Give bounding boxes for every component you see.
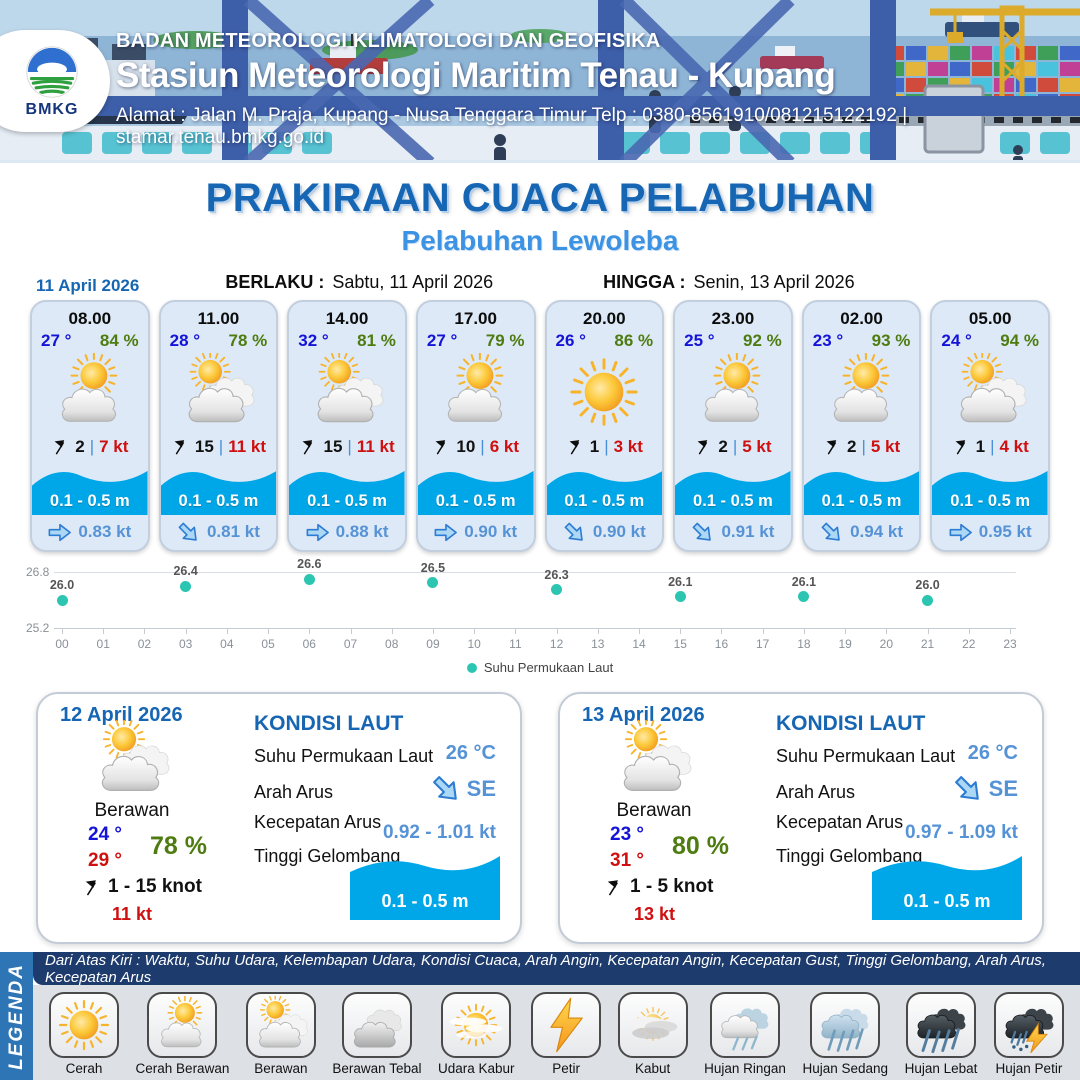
wind-flag-icon — [51, 437, 70, 456]
berawan-icon — [252, 996, 310, 1054]
card-time: 08.00 — [68, 309, 112, 328]
day-condition: Berawan — [94, 800, 170, 821]
bmkg-logo-icon — [24, 44, 80, 100]
port-name: Pelabuhan Lewoleba — [401, 225, 679, 256]
station-address: Alamat : Jalan M. Praja, Kupang - Nusa Tenggara Timur Telp : 0380-8561910/081215122192 | stamar.tenau.bmkg.go.id — [116, 105, 908, 148]
day-temp-max: 29 ° — [88, 850, 123, 871]
sst-data-point — [675, 591, 686, 602]
forecast-card — [30, 300, 150, 552]
day-wind: 1 - 15 knot — [82, 876, 202, 898]
card-temp: 28 ° — [169, 331, 201, 350]
udara-kabur-icon — [447, 996, 505, 1054]
wind-flag-icon — [299, 437, 318, 456]
sst-label: Suhu Permukaan Laut — [776, 746, 956, 766]
weather-icon — [308, 353, 386, 431]
card-current: 0.91 kt — [675, 515, 791, 550]
card-time: 05.00 — [968, 309, 1012, 328]
card-wind: 10 | 6 kt — [418, 432, 534, 461]
validity-row — [0, 272, 1080, 293]
wave-height-label: Tinggi Gelombang — [254, 846, 401, 866]
forecast-date: 11 April 2026 — [36, 276, 140, 295]
hujan-ringan-icon — [716, 996, 774, 1054]
card-time: 17.00 — [454, 309, 497, 328]
card-current: 0.90 kt — [418, 515, 534, 550]
current-arrow-icon — [424, 768, 466, 810]
current-speed-value: 0.97 - 1.09 kt — [904, 822, 1018, 843]
wave-height-value: 0.1 - 0.5 m — [350, 850, 500, 920]
card-temp: 26 ° — [555, 331, 586, 350]
current-arrow-icon — [172, 516, 205, 549]
card-current: 0.81 kt — [161, 515, 277, 550]
card-humidity: 78 % — [228, 331, 268, 350]
wind-flag-icon — [566, 437, 585, 456]
day-date: 12 April 2026 — [60, 704, 183, 726]
weather-icon — [92, 720, 172, 800]
hingga-label: HINGGA : — [603, 272, 686, 292]
wind-flag-icon — [82, 877, 102, 897]
forecast-card — [545, 300, 665, 552]
weather-icon — [179, 353, 257, 431]
forecast-card — [287, 300, 407, 552]
weather-icon — [614, 720, 694, 800]
wind-flag-icon — [694, 437, 713, 456]
card-temp: 25 ° — [684, 331, 715, 350]
card-wind: 15 | 11 kt — [161, 432, 277, 461]
cerah-berawan-icon — [153, 996, 211, 1054]
hujan-petir-icon — [1000, 996, 1058, 1054]
card-current: 0.83 kt — [32, 515, 148, 550]
header-text — [116, 30, 1080, 149]
sst-data-point — [304, 574, 315, 585]
weather-icon — [694, 353, 772, 431]
legend-item: Petir — [531, 992, 601, 1080]
wind-flag-icon — [432, 437, 451, 456]
legend-item: Kabut — [618, 992, 688, 1080]
current-speed-label: Kecepatan Arus — [776, 812, 904, 832]
card-time: 20.00 — [583, 309, 626, 328]
forecast-cards — [30, 300, 1050, 552]
card-wind: 1 | 4 kt — [932, 432, 1048, 461]
sst-data-point — [427, 577, 438, 588]
sst-value: 26 °C — [445, 742, 496, 764]
current-arrow-icon — [949, 521, 972, 544]
legend-item: Hujan Petir — [994, 992, 1064, 1080]
card-wind: 1 | 3 kt — [547, 432, 663, 461]
wind-flag-icon — [952, 437, 971, 456]
weather-icon — [51, 353, 129, 431]
card-humidity: 93 % — [871, 331, 911, 350]
sst-data-point — [922, 595, 933, 606]
current-dir-value: SE — [953, 774, 1018, 804]
day-temp-max: 31 ° — [610, 850, 645, 871]
card-time: 14.00 — [325, 309, 369, 328]
card-humidity: 94 % — [1000, 331, 1039, 350]
legend-item: Hujan Lebat — [905, 992, 978, 1080]
wind-flag-icon — [171, 437, 190, 456]
page-title: PRAKIRAAN CUACA PELABUHAN — [205, 176, 875, 220]
card-current: 0.90 kt — [547, 515, 663, 550]
bmkg-logo — [0, 30, 110, 132]
day-temp-min: 24 ° — [88, 824, 123, 845]
legend-item: Cerah Berawan — [136, 992, 230, 1080]
current-arrow-icon — [687, 516, 720, 549]
card-temp: 23 ° — [812, 331, 844, 350]
sea-conditions-title: KONDISI LAUT — [254, 712, 404, 735]
card-current: 0.88 kt — [289, 515, 405, 550]
day-wind: 1 - 5 knot — [604, 876, 713, 898]
card-wind: 15 | 11 kt — [289, 432, 405, 461]
wave-height-value: 0.1 - 0.5 m — [872, 850, 1022, 920]
sea-conditions-title: KONDISI LAUT — [776, 712, 926, 735]
weather-icon — [823, 353, 901, 431]
card-wave: 0.1 - 0.5 m — [547, 462, 663, 515]
kabut-icon — [624, 996, 682, 1054]
card-temp: 27 ° — [426, 331, 458, 350]
day-condition: Berawan — [616, 800, 692, 821]
forecast-card — [159, 300, 279, 552]
hingga-value: Senin, 13 April 2026 — [693, 272, 855, 292]
forecast-card — [416, 300, 536, 552]
card-wave: 0.1 - 0.5 m — [161, 462, 277, 515]
card-temp: 32 ° — [298, 331, 329, 350]
weather-icon — [565, 353, 643, 431]
weather-icon — [951, 353, 1029, 431]
day-card-13 — [558, 692, 1044, 944]
card-temp: 24 ° — [941, 331, 972, 350]
current-dir-label: Arah Arus — [776, 782, 856, 802]
card-wind: 2 | 5 kt — [675, 432, 791, 461]
forecast-card — [673, 300, 793, 552]
day-gust: 13 kt — [634, 904, 676, 924]
card-humidity: 81 % — [357, 331, 396, 350]
current-arrow-icon — [815, 516, 848, 549]
cerah-icon — [55, 996, 113, 1054]
legend-item: Berawan Tebal — [332, 992, 421, 1080]
title-block — [0, 176, 1080, 293]
card-wave: 0.1 - 0.5 m — [289, 462, 405, 515]
card-humidity: 79 % — [485, 331, 525, 350]
legend-description: Dari Atas Kiri : Waktu, Suhu Udara, Kelembapan Udara, Kondisi Cuaca, Arah Angin, Kecepatan Angin, Kecepatan Gust, Tinggi Gelombang, Arah Arus, Kecepatan Arus — [33, 952, 1080, 985]
org-name: BADAN METEOROLOGI KLIMATOLOGI DAN GEOFISIKA — [116, 30, 661, 52]
current-arrow-icon — [434, 521, 457, 544]
day-temp-min: 23 ° — [610, 824, 645, 845]
card-current: 0.95 kt — [932, 515, 1048, 550]
legend-item: Hujan Ringan — [704, 992, 786, 1080]
legend-marker-icon — [467, 663, 477, 673]
sst-data-point — [180, 581, 191, 592]
sst-data-point — [551, 584, 562, 595]
legend-item: Udara Kabur — [438, 992, 515, 1080]
current-arrow-icon — [48, 521, 71, 544]
sst-chart-legend — [0, 660, 1080, 675]
current-arrow-icon — [558, 516, 591, 549]
legend-label: Suhu Permukaan Laut — [483, 660, 614, 675]
current-speed-label: Kecepatan Arus — [254, 812, 382, 832]
berlaku-value: Sabtu, 11 April 2026 — [332, 272, 494, 292]
sst-chart: 26.8 25.2 00 01 02 03 04 05 06 07 08 09 10 11 12 13 14 15 16 17 18 19 20 21 22 23 26.0 26.4 26.6 26.5 26.3 26.1 26.1 26.0 — [26, 556, 1017, 651]
current-dir-label: Arah Arus — [254, 782, 334, 802]
berlaku-label: BERLAKU : — [225, 272, 325, 292]
card-wave: 0.1 - 0.5 m — [32, 462, 148, 515]
validity-from — [225, 272, 493, 293]
forecast-card — [802, 300, 922, 552]
current-arrow-icon — [306, 521, 329, 544]
card-wave: 0.1 - 0.5 m — [675, 462, 791, 515]
card-temp: 27 ° — [41, 331, 72, 350]
day-humidity: 78 % — [150, 832, 207, 860]
sst-label: Suhu Permukaan Laut — [254, 746, 434, 766]
day-card-12 — [36, 692, 522, 944]
card-wind: 2 | 7 kt — [32, 432, 148, 461]
sst-value: 26 °C — [967, 742, 1018, 764]
card-wind: 2 | 5 kt — [804, 432, 920, 461]
legend-item: Berawan — [246, 992, 316, 1080]
day-gust: 11 kt — [112, 904, 153, 924]
sst-data-point — [798, 591, 809, 602]
current-speed-value: 0.92 - 1.01 kt — [382, 822, 496, 843]
legend-vertical-band: LEGENDA — [0, 952, 33, 1080]
sst-data-point — [57, 595, 68, 606]
weather-icon — [437, 353, 515, 431]
card-humidity: 86 % — [614, 331, 654, 350]
card-current: 0.94 kt — [804, 515, 920, 550]
legend-section — [0, 952, 1080, 1080]
card-humidity: 92 % — [743, 331, 782, 350]
card-wave: 0.1 - 0.5 m — [804, 462, 920, 515]
day-date: 13 April 2026 — [582, 704, 705, 726]
card-time: 23.00 — [711, 309, 755, 328]
berawan-tebal-icon — [348, 996, 406, 1054]
legend-items — [33, 985, 1080, 1080]
wind-flag-icon — [823, 437, 842, 456]
card-wave: 0.1 - 0.5 m — [418, 462, 534, 515]
wave-height-label: Tinggi Gelombang — [776, 846, 923, 866]
validity-to — [603, 272, 854, 293]
card-time: 11.00 — [197, 309, 240, 328]
card-wave: 0.1 - 0.5 m — [932, 462, 1048, 515]
petir-icon — [537, 996, 595, 1054]
station-name: Stasiun Meteorologi Maritim Tenau - Kupang — [116, 56, 836, 95]
card-humidity: 84 % — [99, 331, 139, 350]
current-dir-value: SE — [431, 774, 496, 804]
wind-flag-icon — [604, 877, 624, 897]
legend-item: Hujan Sedang — [802, 992, 888, 1080]
card-time: 02.00 — [840, 309, 883, 328]
current-arrow-icon — [946, 768, 988, 810]
forecast-card — [930, 300, 1050, 552]
hujan-lebat-icon — [912, 996, 970, 1054]
legend-item: Cerah — [49, 992, 119, 1080]
bmkg-logo-text: BMKG — [25, 100, 79, 118]
header — [0, 0, 1080, 163]
day-humidity: 80 % — [672, 832, 729, 860]
hujan-sedang-icon — [816, 996, 874, 1054]
